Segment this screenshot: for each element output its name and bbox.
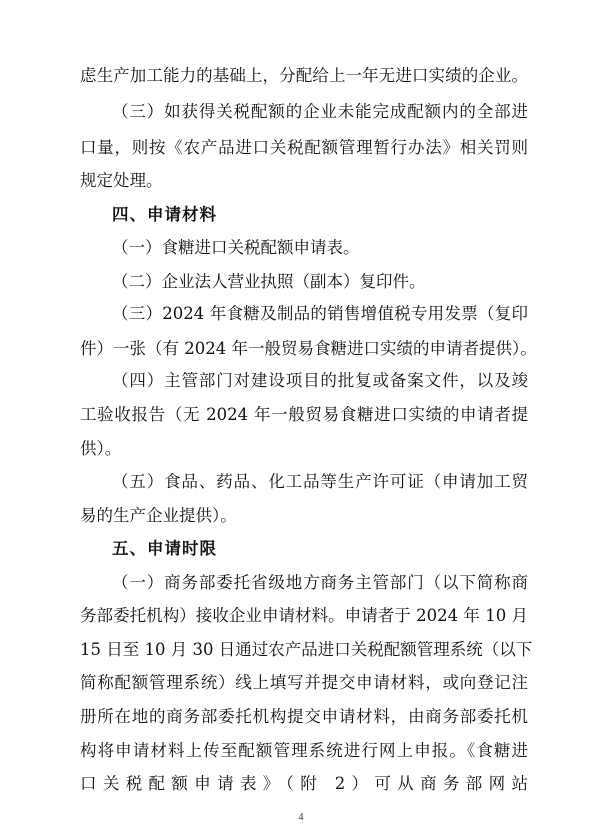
section-heading-materials: 四、申请材料	[112, 205, 217, 224]
page-number: 4	[298, 812, 304, 823]
paragraph-line: 务部委托机构）接收企业申请材料。申请者于 2024 年 10 月	[80, 606, 528, 625]
paragraph-line: 易的生产企业提供）。	[80, 506, 237, 525]
paragraph-line: 15 日至 10 月 30 日通过农产品进口关税配额管理系统（以下	[80, 640, 533, 659]
paragraph-line: （五）食品、药品、化工品等生产许可证（申请加工贸	[112, 472, 528, 491]
paragraph-line: 件）一张（有 2024 年一般贸易食糖进口实绩的申请者提供）。	[80, 339, 537, 358]
paragraph-line: 简称配额管理系统）线上填写并提交申请材料，或向登记注	[80, 673, 528, 692]
paragraph-line: 规定处理。	[80, 171, 163, 190]
paragraph-line: 口关税配额申请表》（附 2）可从商务部网站	[80, 774, 528, 793]
paragraph-line: （四）主管部门对建设项目的批复或备案文件，以及竣	[112, 371, 528, 390]
paragraph-line: （二）企业法人营业执照（副本）复印件。	[112, 272, 426, 291]
section-heading-deadline: 五、申请时限	[112, 539, 217, 558]
paragraph-line: （一）食糖进口关税配额申请表。	[112, 238, 360, 257]
paragraph-line: 册所在地的商务部委托机构提交申请材料，由商务部委托机	[80, 707, 528, 726]
paragraph-line: 虑生产加工能力的基础上，分配给上一年无进口实绩的企业。	[80, 66, 528, 85]
paragraph-line: 供）。	[80, 439, 122, 458]
paragraph-line: （三）2024 年食糖及制品的销售增值税专用发票（复印	[112, 304, 528, 323]
paragraph-line: 构将申请材料上传至配额管理系统进行网上申报。《食糖进	[80, 741, 528, 760]
paragraph-line: 工验收报告（无 2024 年一般贸易食糖进口实绩的申请者提	[80, 405, 528, 424]
paragraph-line: （三）如获得关税配额的企业未能完成配额内的全部进	[112, 102, 528, 121]
paragraph-line: 口量，则按《农产品进口关税配额管理暂行办法》相关罚则	[80, 138, 528, 157]
paragraph-line: （一）商务部委托省级地方商务主管部门（以下简称商	[112, 573, 528, 592]
